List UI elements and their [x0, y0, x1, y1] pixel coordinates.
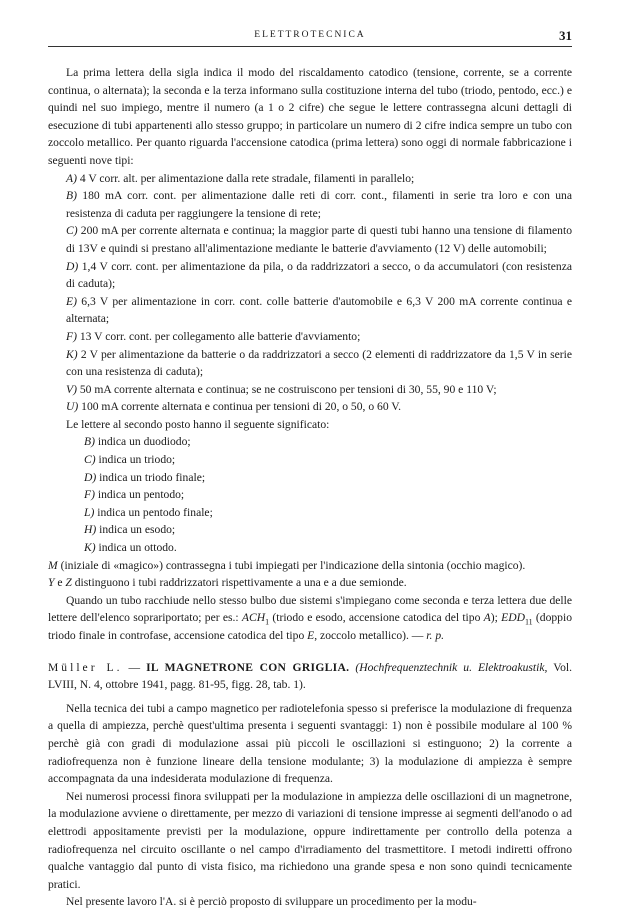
item-key: F)	[84, 488, 95, 502]
second-letter-item	[48, 433, 572, 451]
tube-code-edd-subscript: 11	[524, 617, 533, 627]
review-author: Müller L.	[48, 660, 123, 674]
item-key: C)	[84, 453, 96, 467]
intro-paragraph: La prima lettera della sigla indica il modo del riscaldamento catodico (tensione, corrente, se a corrente continua, o alternata); la seconda e la terza informano sulla costituzione interna del tubo (triodo, pentodo, ecc.) e quindi nel suo impiego, mentre il numero (a 1 o 2 cifre) che segue le lettere contrassegna alcuni dettagli di esecuzione di tubi appartenenti allo stesso gruppo; in particolare un numero di 2 cifre indica sempre un tubo con zoccolo metallico. Per quanto riguarda l'accensione catodica (prima lettera) sono oggi di normale fabbricazione i seguenti nove tipi:	[48, 66, 572, 167]
first-letter-item	[48, 328, 572, 346]
review-dash: —	[122, 660, 147, 674]
section-spacer	[48, 645, 572, 659]
item-text: indica un pentodo finale;	[97, 505, 213, 519]
second-letter-list	[48, 433, 572, 556]
item-key: A)	[66, 171, 77, 185]
item-key: V)	[66, 382, 77, 396]
item-text: 2 V per alimentazione da batterie o da raddrizzatori a secco (2 elementi di raddrizzatore da 1,5 V in serie con una resistenza di caduta);	[66, 347, 572, 379]
note-conjunction: e	[54, 576, 66, 590]
item-text: 1,4 V corr. cont. per alimentazione da pila, o da raddrizzatori a secco, o da accumulatori (con resistenza di caduta);	[66, 259, 572, 291]
item-text: indica un triodo;	[98, 453, 176, 467]
closing-text: Quando un tubo racchiude nello stesso bulbo due sistemi s'impiegano come seconda e terza lettera due delle lettere dell'elenco soprariportato; per es.:	[48, 593, 572, 625]
closing-text: (doppio triodo finale in controfase, accensione catodica del tipo	[48, 611, 573, 642]
item-key: H)	[84, 523, 97, 537]
review-paragraph: Nella tecnica dei tubi a campo magnetico per radiotelefonia spesso si preferisce la modulazione di frequenza a quella di ampiezza, perchè quest'ultima presenta i seguenti svantaggi: 1) non è possibile modulare al 100 % perchè già con gradi di modulazione assai più piccoli le oscillazioni si estinguono; 2) la corrente a radiofrequenza non è funzione lineare della tensione modulante; 3) la modulazione di ampiezza è sempre accompagnata da una indesiderata modulazione di frequenza.	[48, 701, 572, 786]
second-letter-item	[48, 486, 572, 504]
closing-text: );	[490, 611, 502, 625]
item-text: indica un triodo finale;	[99, 470, 206, 484]
item-key: B)	[84, 435, 95, 449]
item-text: indica un ottodo.	[98, 541, 177, 555]
first-letter-list	[48, 170, 572, 416]
item-text: indica un pentodo;	[97, 488, 185, 502]
type-a: A	[483, 611, 491, 625]
first-letter-item	[48, 258, 572, 293]
item-text: indica un esodo;	[99, 523, 176, 537]
item-text: 50 mA corrente alternata e continua; se ne costruiscono per tensioni di 30, 55, 90 e 110 V;	[79, 382, 497, 396]
second-letter-intro: Le lettere al secondo posto hanno il seguente significato:	[66, 417, 330, 431]
first-letter-item	[48, 293, 572, 328]
second-letter-item	[48, 469, 572, 487]
first-letter-item	[48, 398, 572, 416]
review-heading	[48, 659, 572, 694]
closing-text: (triodo e esodo, accensione catodica del tipo	[269, 611, 484, 625]
item-text: 180 mA corr. cont. per alimentazione dalle reti di corr. cont., filamenti in serie tra loro e con una resistenza di caduta per raggiungere la tensione di rete;	[66, 189, 572, 220]
note-key-z: Z	[65, 576, 72, 590]
item-text: indica un duodiodo;	[97, 435, 191, 449]
item-key: K)	[84, 541, 96, 555]
item-key: E)	[66, 294, 77, 308]
item-key: D)	[84, 470, 97, 484]
review-details: Vol. LVIII, N. 4, ottobre 1941, pagg. 81-95, figg. 28, tab. 1).	[48, 660, 572, 692]
item-key: U)	[66, 400, 79, 414]
item-text: 13 V corr. cont. per collegamento alle batterie d'avviamento;	[79, 329, 361, 343]
page-body	[48, 64, 572, 911]
m-letter-note	[48, 557, 572, 575]
closing-text: , zoccolo metallico). —	[314, 629, 427, 642]
yz-letter-note	[48, 574, 572, 592]
item-text: 6,3 V per alimentazione in corr. cont. colle batterie d'automobile e 6,3 V 200 mA corrente continua e alternata;	[66, 294, 572, 326]
first-letter-item	[48, 381, 572, 399]
first-letter-item	[48, 346, 572, 381]
second-letter-item	[48, 504, 572, 522]
header-title: ELETTROTECNICA	[254, 30, 366, 40]
item-text: 200 mA per corrente alternata e continua; la maggior parte di questi tubi hanno una tensione di filamento di 13V e quindi si prestano all'alimentazione mediante le batterie d'avviamento (12 V) delle automobili;	[66, 224, 572, 255]
item-key: K)	[66, 347, 78, 361]
tube-code-ach: ACH	[241, 611, 266, 625]
tube-code-ach-subscript: 1	[265, 617, 270, 627]
review-source: (Hochfrequenztechnik u. Elektroakustik,	[355, 660, 548, 674]
running-header	[48, 28, 572, 47]
item-key: C)	[66, 224, 78, 238]
review-paragraph: Nel presente lavoro l'A. si è perciò proposto di sviluppare un procedimento per la modu-	[66, 895, 477, 909]
review-title: IL MAGNETRONE CON GRIGLIA.	[146, 660, 350, 674]
item-key: F)	[66, 329, 77, 343]
second-letter-item	[48, 521, 572, 539]
item-text: 100 mA corrente alternata e continua per tensioni di 20, o 50, o 60 V.	[81, 400, 402, 414]
type-e: E	[307, 629, 315, 642]
review-paragraph: Nei numerosi processi finora sviluppati per la modulazione in ampiezza delle oscillazioni di un magnetrone, la modulazione avviene o direttamente, per mezzo di variazioni di tensione impresse ai segmenti dell'anodo o ad elettrodi appositamente previsti per la modulazione, oppure indirettamente per controllo della potenza a radiofrequenza nel circuito oscillante o nel campo d'irradiamento del trasmettitore. I metodi indiretti offrono qualche vantaggio dal punto di vista fisico, ma richiedono una grande spesa e non sono quindi tecnicamente pratici.	[48, 789, 572, 891]
tube-code-edd: EDD	[501, 611, 525, 625]
first-letter-item	[48, 222, 572, 257]
reviewer-signature: r. p.	[426, 629, 445, 642]
second-letter-item	[48, 539, 572, 557]
note-key: M	[48, 558, 58, 572]
item-key: L)	[84, 505, 95, 519]
first-letter-item	[48, 170, 572, 188]
item-key: D)	[66, 259, 79, 273]
first-letter-item	[48, 187, 572, 222]
page-number: 31	[559, 28, 572, 43]
note-key-y: Y	[48, 576, 55, 590]
item-text: 4 V corr. alt. per alimentazione dalla rete stradale, filamenti in parallelo;	[79, 171, 415, 185]
closing-paragraph	[48, 592, 572, 645]
item-key: B)	[66, 189, 77, 203]
note-text: distinguono i tubi raddrizzatori rispettivamente a una e a due semionde.	[71, 576, 407, 590]
note-text: (iniziale di «magico») contrassegna i tubi impiegati per l'indicazione della sintonia (occhio magico).	[60, 558, 526, 572]
second-letter-item	[48, 451, 572, 469]
